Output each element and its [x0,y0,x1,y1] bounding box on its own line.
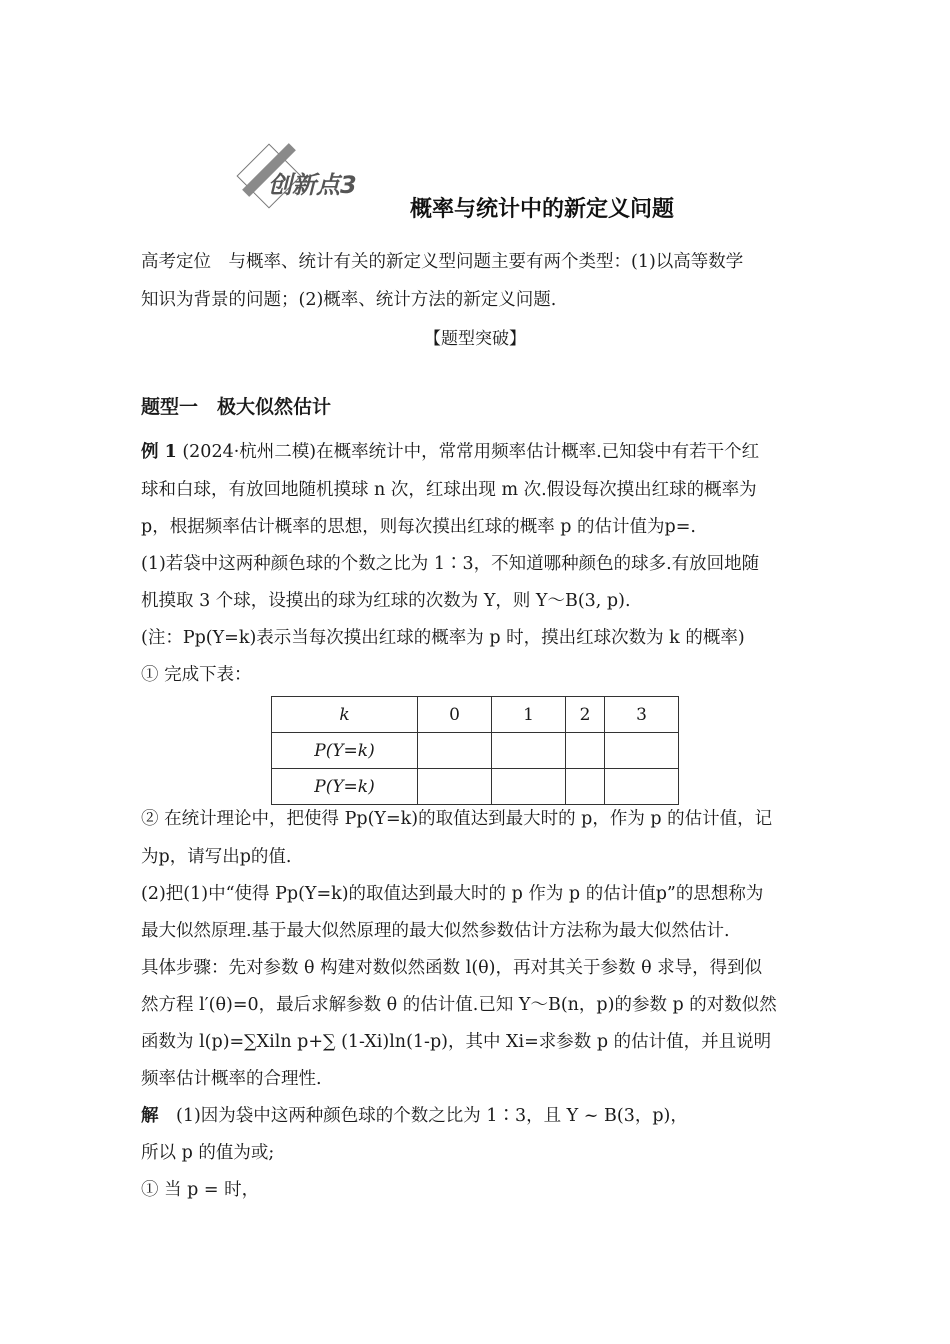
example-line-12: 具体步骤：先对参数 θ 构建对数似然函数 l(θ)，再对其关于参数 θ 求导，得到似 [141,958,763,978]
table-cell: 2 [566,697,605,733]
table-cell [566,769,605,805]
table-cell [418,733,492,769]
solution-text: (1)因为袋中这两种颜色球的个数之比为 1∶3，且 Y ~ B(3，p)， [158,1106,688,1126]
table-row [272,733,679,769]
example-line-4: (1)若袋中这两种颜色球的个数之比为 1∶3，不知道哪种颜色的球多.有放回地随 [141,554,760,574]
example-label: 例 1 [141,442,177,462]
example-line-15: 频率估计概率的合理性. [141,1069,322,1089]
probability-table [271,696,679,805]
example-line-8: ② 在统计理论中，把使得 Pp(Y=k)的取值达到最大时的 p，作为 p 的估计值，记 [141,809,773,829]
solution-line-2: 所以 p 的值为或; [141,1143,275,1163]
section-heading: 题型一 极大似然估计 [141,396,332,418]
table-cell [566,733,605,769]
example-line-2: 球和白球，有放回地随机摸球 n 次，红球出现 m 次.假设每次摸出红球的概率为 [141,480,757,500]
table-cell [492,733,566,769]
example-line-10: (2)把(1)中“使得 Pp(Y=k)的取值达到最大时的 p 作为 p 的估计值p”的思想称为 [141,884,764,904]
example-line-3: p，根据频率估计概率的思想，则每次摸出红球的概率 p 的估计值为p=. [141,517,696,537]
table-cell: 3 [605,697,679,733]
intro-line-1: 高考定位 与概率、统计有关的新定义型问题主要有两个类型：(1)以高等数学 [141,252,744,272]
example-line-13: 然方程 l′(θ)=0，最后求解参数 θ 的估计值.已知 Y～B(n，p)的参数 p 的对数似然 [141,995,777,1015]
solution-line-1 [141,1104,811,1128]
table-cell: 0 [418,697,492,733]
table-row [272,697,679,733]
example-line-11: 最大似然原理.基于最大似然原理的最大似然参数估计方法称为最大似然估计. [141,921,730,941]
example-line-1 [141,440,811,464]
table-cell [418,769,492,805]
innovation-badge [236,143,396,223]
table-cell [492,769,566,805]
table-cell [605,769,679,805]
badge-label: 创新点3 [268,171,357,199]
example-line-14: 函数为 l(p)=∑Xiln p+∑ (1-Xi)ln(1-p)，其中 Xi=求参数 p 的估计值，并且说明 [141,1032,772,1052]
breakthrough-heading: 【题型突破】 [424,329,526,349]
table-cell [605,733,679,769]
table-cell: P(Y=k) [272,769,418,805]
solution-line-3: ① 当 p = 时， [141,1180,260,1200]
intro-line-2: 知识为背景的问题；(2)概率、统计方法的新定义问题. [141,290,557,310]
example-line-9: 为p，请写出p的值. [141,847,292,867]
table-cell: P(Y=k) [272,733,418,769]
table-cell: 1 [492,697,566,733]
table-row [272,769,679,805]
table-cell: k [272,697,418,733]
solution-label: 解 [141,1106,159,1126]
example-line-7: ① 完成下表： [141,665,252,685]
example-text: (2024·杭州二模)在概率统计中，常常用频率估计概率.已知袋中有若干个红 [176,442,760,462]
example-line-5: 机摸取 3 个球，设摸出的球为红球的次数为 Y，则 Y～B(3, p). [141,591,631,611]
page-title: 概率与统计中的新定义问题 [410,197,675,222]
example-line-6: (注：Pp(Y=k)表示当每次摸出红球的概率为 p 时，摸出红球次数为 k 的概率) [141,628,745,648]
